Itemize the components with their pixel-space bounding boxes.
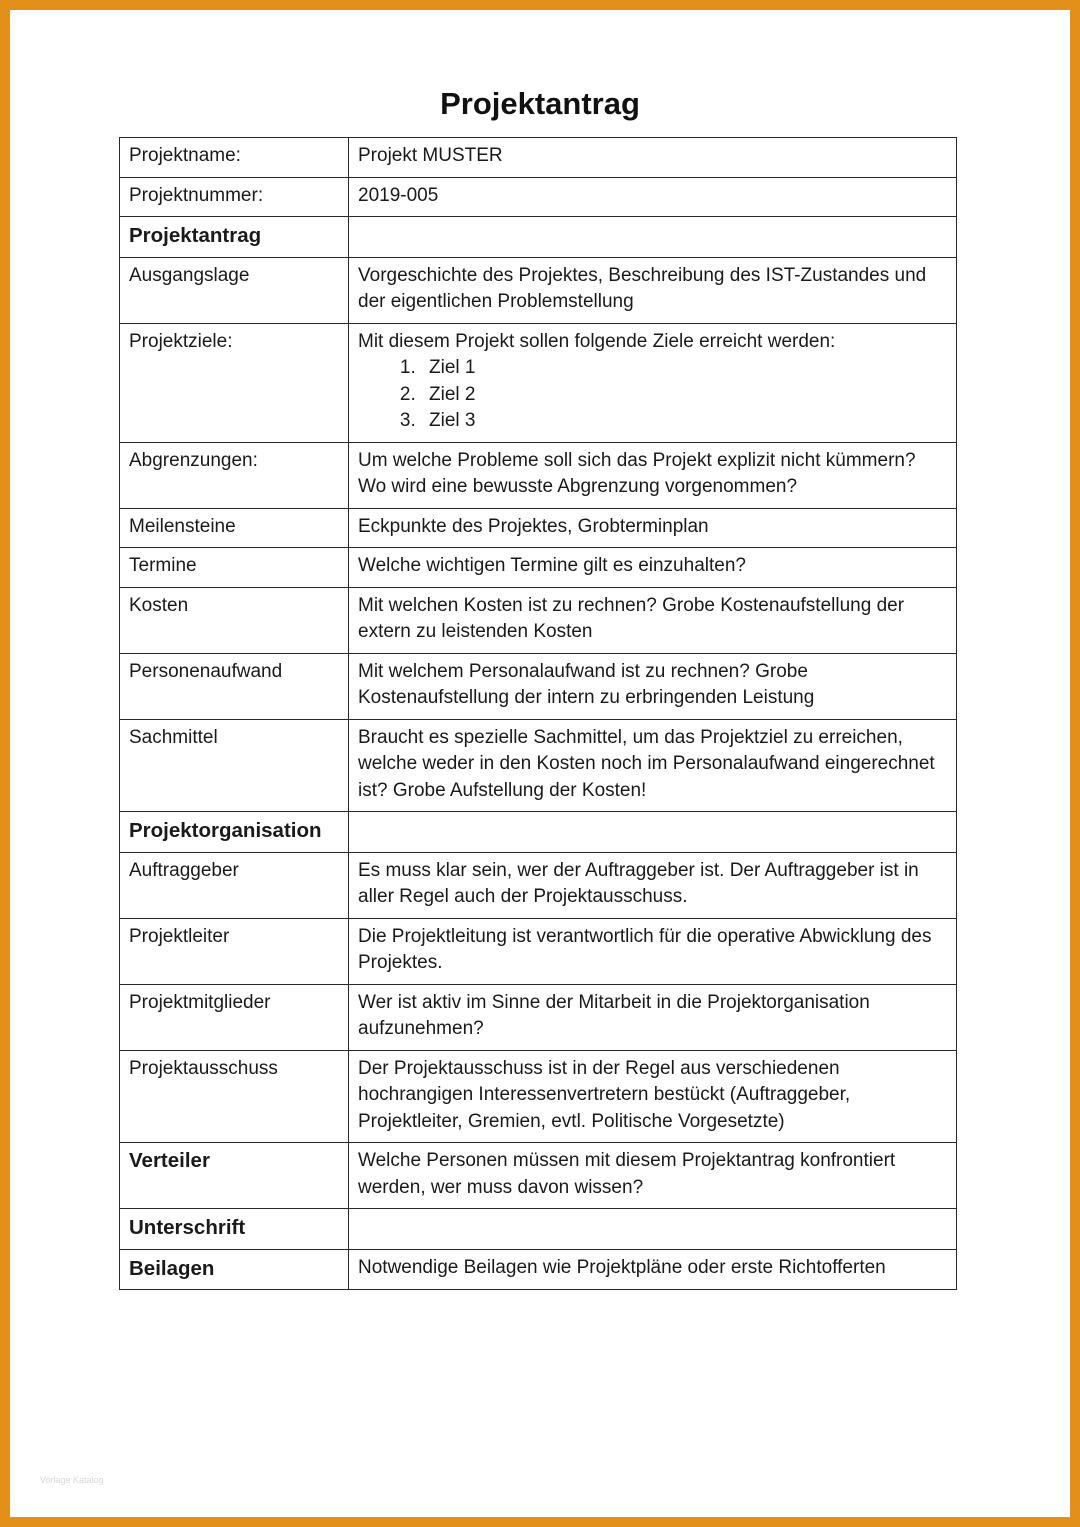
row-value-auftraggeber: Es muss klar sein, wer der Auftraggeber ist. Der Auftraggeber ist in aller Regel auch der Projektausschuss. — [349, 852, 957, 918]
row-label-projektname: Projektname: — [120, 138, 349, 178]
row-value-termine: Welche wichtigen Termine gilt es einzuhalten? — [349, 548, 957, 588]
goal-item: 1. Ziel 1 — [421, 355, 947, 382]
goal-item: 3. Ziel 3 — [421, 408, 947, 435]
row-value-projektorganisation — [349, 812, 957, 853]
row-value-projektziele — [349, 323, 957, 442]
row-value-kosten: Mit welchen Kosten ist zu rechnen? Grobe Kostenaufstellung der extern zu leistenden Kosten — [349, 587, 957, 653]
row-value-personenaufwand: Mit welchem Personalaufwand ist zu rechnen? Grobe Kostenaufstellung der intern zu erbringenden Leistung — [349, 653, 957, 719]
row-value-beilagen: Notwendige Beilagen wie Projektpläne oder erste Richtofferten — [349, 1249, 957, 1290]
section-row-unterschrift — [120, 1209, 957, 1250]
row-value-verteiler: Welche Personen müssen mit diesem Projektantrag konfrontiert werden, wer muss davon wissen? — [349, 1143, 957, 1209]
table-row — [120, 257, 957, 323]
watermark-text: Vorlage Katalog — [40, 1475, 104, 1485]
goal-item: 2. Ziel 2 — [421, 382, 947, 409]
row-label-projektziele: Projektziele: — [120, 323, 349, 442]
row-label-verteiler: Verteiler — [120, 1143, 349, 1209]
row-value-projektmitglieder: Wer ist aktiv im Sinne der Mitarbeit in die Projektorganisation aufzunehmen? — [349, 984, 957, 1050]
row-value-ausgangslage: Vorgeschichte des Projektes, Beschreibung des IST-Zustandes und der eigentlichen Problemstellung — [349, 257, 957, 323]
project-request-table — [119, 137, 957, 1290]
signature-field — [349, 1209, 957, 1250]
row-value-projektname: Projekt MUSTER — [349, 138, 957, 178]
section-row-projektorganisation — [120, 812, 957, 853]
section-row-projektantrag — [120, 217, 957, 258]
row-value-projektausschuss: Der Projektausschuss ist in der Regel aus verschiedenen hochrangigen Interessenvertretern bestückt (Auftraggeber, Projektleiter, Gremien, evtl. Politische Vorgesetzte) — [349, 1050, 957, 1143]
row-label-personenaufwand: Personenaufwand — [120, 653, 349, 719]
row-label-unterschrift: Unterschrift — [120, 1209, 349, 1250]
row-label-termine: Termine — [120, 548, 349, 588]
table-row — [120, 653, 957, 719]
table-row — [120, 442, 957, 508]
section-heading-projektantrag: Projektantrag — [120, 217, 349, 258]
goals-list — [358, 355, 947, 435]
table-row — [120, 508, 957, 548]
table-row — [120, 1143, 957, 1209]
row-value-projektantrag — [349, 217, 957, 258]
row-value-sachmittel: Braucht es spezielle Sachmittel, um das Projektziel zu erreichen, welche weder in den Kosten noch im Personalaufwand eingerechnet ist? Grobe Aufstellung der Kosten! — [349, 719, 957, 812]
table-row — [120, 984, 957, 1050]
table-row — [120, 548, 957, 588]
table-row — [120, 323, 957, 442]
row-value-meilensteine: Eckpunkte des Projektes, Grobterminplan — [349, 508, 957, 548]
row-value-projektnummer: 2019-005 — [349, 177, 957, 217]
row-label-abgrenzungen: Abgrenzungen: — [120, 442, 349, 508]
row-label-projektnummer: Projektnummer: — [120, 177, 349, 217]
row-label-projektmitglieder: Projektmitglieder — [120, 984, 349, 1050]
row-label-sachmittel: Sachmittel — [120, 719, 349, 812]
row-label-meilensteine: Meilensteine — [120, 508, 349, 548]
table-row — [120, 587, 957, 653]
table-row — [120, 852, 957, 918]
row-label-auftraggeber: Auftraggeber — [120, 852, 349, 918]
table-row — [120, 177, 957, 217]
section-row-beilagen — [120, 1249, 957, 1290]
table-row — [120, 719, 957, 812]
row-label-projektausschuss: Projektausschuss — [120, 1050, 349, 1143]
row-value-abgrenzungen: Um welche Probleme soll sich das Projekt explizit nicht kümmern? Wo wird eine bewusste Abgrenzung vorgenommen? — [349, 442, 957, 508]
row-label-beilagen: Beilagen — [120, 1249, 349, 1290]
row-label-kosten: Kosten — [120, 587, 349, 653]
table-row — [120, 1050, 957, 1143]
table-row — [120, 918, 957, 984]
section-heading-projektorganisation: Projektorganisation — [120, 812, 349, 853]
row-label-projektleiter: Projektleiter — [120, 918, 349, 984]
goals-intro-text: Mit diesem Projekt sollen folgende Ziele erreicht werden: — [358, 330, 836, 352]
row-label-ausgangslage: Ausgangslage — [120, 257, 349, 323]
row-value-projektleiter: Die Projektleitung ist verantwortlich für die operative Abwicklung des Projektes. — [349, 918, 957, 984]
document-title: Projektantrag — [440, 86, 640, 121]
table-row — [120, 138, 957, 178]
